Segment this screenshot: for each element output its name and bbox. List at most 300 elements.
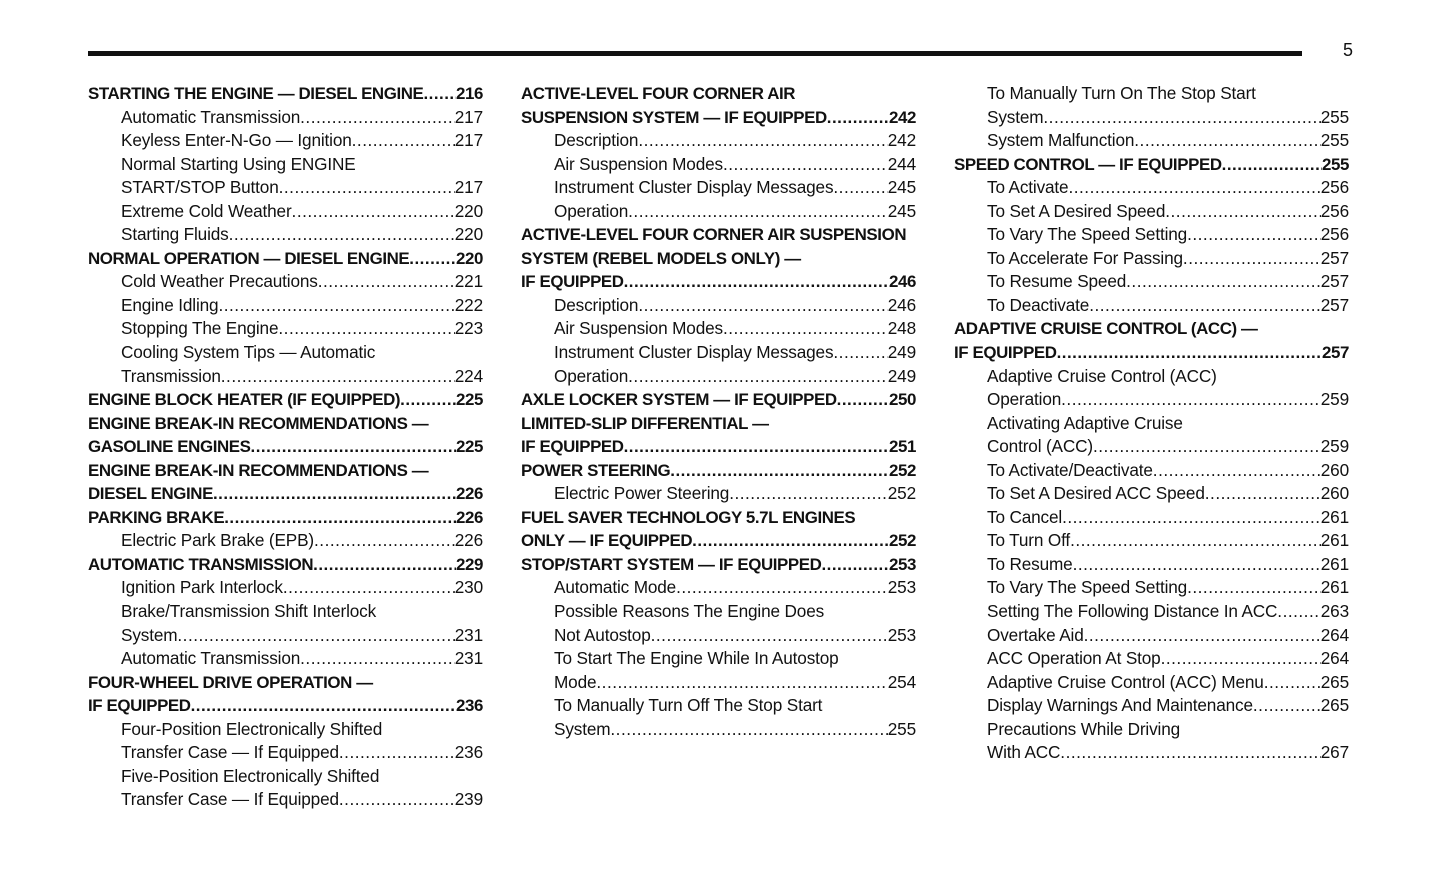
toc-page-number: 253 <box>889 554 916 574</box>
toc-page-number: 220 <box>454 224 483 245</box>
toc-subentry[interactable] <box>88 294 483 318</box>
toc-entry-line <box>521 459 916 483</box>
dot-leader <box>292 200 455 224</box>
toc-subentry[interactable] <box>954 412 1349 459</box>
toc-entry-line <box>954 412 1349 436</box>
toc-entry-line <box>521 671 916 695</box>
toc-subentry[interactable] <box>954 576 1349 600</box>
toc-entry-title: Five-Position Electronically Shifted <box>121 765 380 786</box>
toc-subentry[interactable] <box>521 576 916 600</box>
toc-page-number: 236 <box>454 742 483 763</box>
toc-entry-title: Activating Adaptive Cruise <box>987 412 1183 433</box>
toc-subentry[interactable] <box>954 459 1349 483</box>
toc-entry-title: AXLE LOCKER SYSTEM — IF EQUIPPED <box>521 390 837 410</box>
toc-entry-title: Transfer Case — If Equipped <box>121 742 339 763</box>
toc-subentry[interactable] <box>88 153 483 200</box>
toc-page-number: 252 <box>889 460 916 480</box>
dot-leader <box>1205 482 1321 506</box>
dot-leader <box>218 294 454 318</box>
toc-entry-title: System <box>554 718 611 739</box>
toc-entry-title: To Activate/Deactivate <box>987 459 1153 480</box>
toc-entry-title: Description <box>554 294 639 315</box>
dot-leader <box>833 176 887 200</box>
dot-leader <box>409 247 456 271</box>
toc-entry-line <box>521 553 916 577</box>
toc-section-entry[interactable] <box>88 388 483 412</box>
toc-entry-title: Cooling System Tips — Automatic <box>121 342 376 363</box>
toc-page-number: 249 <box>887 365 916 386</box>
toc-entry-line <box>954 223 1349 247</box>
toc-entry-title: Electric Power Steering <box>554 483 730 504</box>
toc-page-number: 224 <box>454 365 483 386</box>
toc-section-entry[interactable] <box>88 82 483 106</box>
toc-entry-title: Possible Reasons The Engine Does <box>554 601 825 622</box>
toc-entry-line <box>88 270 483 294</box>
toc-entry-title: ENGINE BREAK-IN RECOMMENDATIONS — <box>88 460 429 480</box>
toc-subentry[interactable] <box>954 529 1349 553</box>
toc-subentry[interactable] <box>521 176 916 200</box>
toc-entry-line <box>521 129 916 153</box>
toc-entry-title: ACTIVE-LEVEL FOUR CORNER AIR <box>521 84 796 103</box>
toc-section-entry[interactable] <box>521 412 916 459</box>
toc-entry-line <box>88 223 483 247</box>
toc-page-number: 263 <box>1320 601 1349 622</box>
dot-leader <box>628 200 888 224</box>
dot-leader <box>1264 671 1321 695</box>
toc-entry-line <box>88 765 483 789</box>
dot-leader <box>1057 341 1322 365</box>
toc-subentry[interactable] <box>954 647 1349 671</box>
toc-entry-title: To Activate <box>987 177 1069 198</box>
toc-entry-title: Automatic Transmission <box>121 648 301 669</box>
toc-entry-title: DIESEL ENGINE <box>88 484 213 504</box>
toc-section-entry[interactable] <box>954 153 1349 177</box>
toc-entry-line <box>521 200 916 224</box>
toc-column-2 <box>521 82 916 741</box>
toc-section-entry[interactable] <box>88 247 483 271</box>
toc-subentry[interactable] <box>954 506 1349 530</box>
toc-subentry[interactable] <box>88 647 483 671</box>
toc-section-entry[interactable] <box>88 459 483 506</box>
toc-subentry[interactable] <box>521 129 916 153</box>
toc-page-number: 236 <box>456 696 483 716</box>
toc-entry-line <box>521 341 916 365</box>
toc-entry-line <box>954 270 1349 294</box>
toc-entry-line <box>954 647 1349 671</box>
toc-entry-title: Stopping The Engine <box>121 318 279 339</box>
toc-page-number: 217 <box>454 106 483 127</box>
toc-page-number: 226 <box>456 484 483 504</box>
toc-entry-line <box>88 671 483 695</box>
dot-leader <box>213 482 456 506</box>
toc-entry-title: Extreme Cold Weather <box>121 200 292 221</box>
toc-entry-line <box>521 317 916 341</box>
dot-leader <box>318 270 455 294</box>
toc-entry-title: To Deactivate <box>987 294 1090 315</box>
dot-leader <box>279 176 455 200</box>
toc-entry-title: Display Warnings And Maintenance <box>987 695 1253 716</box>
toc-page-number: 253 <box>887 624 916 645</box>
dot-leader <box>1073 553 1321 577</box>
dot-leader <box>1187 576 1321 600</box>
toc-page-number: 261 <box>1320 530 1349 551</box>
dot-leader <box>191 694 456 718</box>
toc-entry-title: ENGINE BLOCK HEATER (IF EQUIPPED) <box>88 390 401 410</box>
toc-entry-title: Setting The Following Distance In ACC <box>987 601 1278 622</box>
dot-leader <box>352 129 455 153</box>
toc-entry-title: Automatic Mode <box>554 577 677 598</box>
toc-page-number: 257 <box>1322 343 1349 363</box>
dot-leader <box>300 106 455 130</box>
toc-section-entry[interactable] <box>521 459 916 483</box>
dot-leader <box>1253 694 1321 718</box>
toc-entry-line <box>88 176 483 200</box>
toc-subentry[interactable] <box>88 223 483 247</box>
toc-entry-line <box>521 82 916 106</box>
toc-entry-title: With ACC <box>987 742 1061 763</box>
toc-page-number: 255 <box>1320 106 1349 127</box>
toc-page-number: 265 <box>1320 671 1349 692</box>
toc-entry-line <box>88 647 483 671</box>
toc-entry-line <box>954 553 1349 577</box>
toc-entry-title: FOUR-WHEEL DRIVE OPERATION — <box>88 672 373 692</box>
toc-page-number: 261 <box>1320 506 1349 527</box>
dot-leader <box>283 576 455 600</box>
dot-leader <box>1222 153 1322 177</box>
toc-page-number: 260 <box>1320 459 1349 480</box>
toc-entry-title: Adaptive Cruise Control (ACC) <box>987 365 1217 386</box>
toc-section-entry[interactable] <box>521 553 916 577</box>
toc-entry-line <box>88 553 483 577</box>
toc-page-number: 261 <box>1320 553 1349 574</box>
toc-entry-line <box>954 741 1349 765</box>
toc-page-number: 259 <box>1320 436 1349 457</box>
toc-entry-line <box>954 82 1349 106</box>
toc-section-entry[interactable] <box>521 82 916 129</box>
toc-entry-title: IF EQUIPPED <box>954 343 1057 363</box>
toc-entry-line <box>88 506 483 530</box>
toc-subentry[interactable] <box>521 153 916 177</box>
toc-entry-title: Ignition Park Interlock <box>121 577 283 598</box>
toc-page-number: 255 <box>887 718 916 739</box>
toc-entry-line <box>521 270 916 294</box>
toc-entry-line <box>954 129 1349 153</box>
toc-page-number: 267 <box>1320 742 1349 763</box>
toc-subentry[interactable] <box>954 223 1349 247</box>
toc-entry-line <box>88 459 483 483</box>
dot-leader <box>610 718 887 742</box>
toc-entry-line <box>954 388 1349 412</box>
toc-entry-line <box>954 671 1349 695</box>
toc-entry-line <box>954 176 1349 200</box>
toc-entry-title: Starting Fluids <box>121 224 229 245</box>
toc-section-entry[interactable] <box>88 412 483 459</box>
toc-page-number: 231 <box>454 648 483 669</box>
toc-entry-title: AUTOMATIC TRANSMISSION <box>88 554 314 574</box>
toc-subentry[interactable] <box>521 647 916 694</box>
dot-leader <box>833 341 887 365</box>
toc-entry-title: ONLY — IF EQUIPPED <box>521 531 693 551</box>
dot-leader <box>1183 247 1321 271</box>
toc-subentry[interactable] <box>521 694 916 741</box>
dot-leader <box>628 365 888 389</box>
toc-entry-line <box>521 506 916 530</box>
toc-entry-line <box>88 529 483 553</box>
toc-subentry[interactable] <box>954 294 1349 318</box>
toc-subentry[interactable] <box>88 317 483 341</box>
toc-page-number: 226 <box>454 530 483 551</box>
toc-page-number: 246 <box>887 294 916 315</box>
toc-page-number: 265 <box>1320 695 1349 716</box>
toc-subentry[interactable] <box>521 200 916 224</box>
toc-section-entry[interactable] <box>88 671 483 718</box>
toc-entry-title: To Start The Engine While In Autostop <box>554 648 839 669</box>
page-number: 5 <box>1343 40 1354 60</box>
toc-page-number: 256 <box>1320 200 1349 221</box>
toc-entry-line <box>88 317 483 341</box>
dot-leader <box>1277 600 1320 624</box>
toc-subentry[interactable] <box>521 294 916 318</box>
toc-page-number: 221 <box>454 271 483 292</box>
dot-leader <box>638 129 887 153</box>
toc-entry-line <box>521 718 916 742</box>
toc-page-number: 250 <box>889 390 916 410</box>
toc-subentry[interactable] <box>521 317 916 341</box>
toc-page-number: 256 <box>1320 224 1349 245</box>
dot-leader <box>1060 741 1320 765</box>
toc-entry-title: Engine Idling <box>121 294 219 315</box>
toc-entry-line <box>954 365 1349 389</box>
toc-page-number: 253 <box>887 577 916 598</box>
toc-entry-title: IF EQUIPPED <box>521 437 624 457</box>
toc-subentry[interactable] <box>521 600 916 647</box>
toc-page-number: 244 <box>887 153 916 174</box>
toc-entry-line <box>954 153 1349 177</box>
toc-page-number: 220 <box>456 248 483 268</box>
toc-entry-title: Transfer Case — If Equipped <box>121 789 339 810</box>
toc-page-number: 264 <box>1320 624 1349 645</box>
toc-entry-line <box>954 482 1349 506</box>
toc-section-entry[interactable] <box>88 553 483 577</box>
toc-entry-line <box>954 341 1349 365</box>
dot-leader <box>1043 106 1320 130</box>
toc-entry-title: Instrument Cluster Display Messages <box>554 342 834 363</box>
toc-entry-line <box>88 129 483 153</box>
toc-subentry[interactable] <box>88 270 483 294</box>
toc-page-number: 255 <box>1322 154 1349 174</box>
dot-leader <box>300 647 455 671</box>
toc-entry-title: LIMITED-SLIP DIFFERENTIAL — <box>521 413 769 433</box>
toc-entry-title: Mode <box>554 671 597 692</box>
toc-subentry[interactable] <box>954 482 1349 506</box>
toc-entry-line <box>954 624 1349 648</box>
dot-leader <box>1153 459 1321 483</box>
toc-entry-line <box>954 459 1349 483</box>
toc-page-number: 257 <box>1320 247 1349 268</box>
toc-entry-title: ACC Operation At Stop <box>987 648 1161 669</box>
toc-subentry[interactable] <box>88 341 483 388</box>
toc-section-entry[interactable] <box>521 506 916 553</box>
toc-section-entry[interactable] <box>521 388 916 412</box>
toc-page-number: 260 <box>1320 483 1349 504</box>
toc-entry-title: ADAPTIVE CRUISE CONTROL (ACC) — <box>954 319 1258 339</box>
toc-subentry[interactable] <box>521 365 916 389</box>
toc-subentry[interactable] <box>88 200 483 224</box>
toc-entry-title: Overtake Aid <box>987 624 1084 645</box>
toc-entry-title: SPEED CONTROL — IF EQUIPPED <box>954 154 1222 174</box>
toc-entry-title: To Set A Desired Speed <box>987 200 1166 221</box>
toc-section-entry[interactable] <box>88 506 483 530</box>
toc-entry-title: Cold Weather Precautions <box>121 271 318 292</box>
toc-entry-title: System Malfunction <box>987 130 1135 151</box>
toc-subentry[interactable] <box>521 482 916 506</box>
toc-page-number: 225 <box>456 390 483 410</box>
toc-entry-title: Air Suspension Modes <box>554 153 723 174</box>
toc-entry-title: Automatic Transmission <box>121 106 301 127</box>
toc-entry-line <box>88 106 483 130</box>
toc-entry-title: Operation <box>554 365 629 386</box>
dot-leader <box>229 223 455 247</box>
dot-leader <box>670 459 889 483</box>
toc-entry-title: To Set A Desired ACC Speed <box>987 483 1205 504</box>
toc-entry-title: SUSPENSION SYSTEM — IF EQUIPPED <box>521 107 827 127</box>
toc-entry-line <box>521 529 916 553</box>
dot-leader <box>729 482 888 506</box>
toc-page-number: 264 <box>1320 648 1349 669</box>
toc-page-number: 216 <box>456 84 483 103</box>
dot-leader <box>251 435 456 459</box>
toc-section-entry[interactable] <box>521 223 916 294</box>
toc-entry-line <box>88 624 483 648</box>
toc-subentry[interactable] <box>88 765 483 812</box>
toc-subentry[interactable] <box>954 600 1349 624</box>
dot-leader <box>221 365 455 389</box>
toc-page-number: 229 <box>456 554 483 574</box>
toc-entry-line <box>954 694 1349 718</box>
toc-subentry[interactable] <box>954 671 1349 695</box>
dot-leader <box>313 553 456 577</box>
toc-subentry[interactable] <box>88 529 483 553</box>
toc-subentry[interactable] <box>954 694 1349 718</box>
toc-entry-line <box>521 294 916 318</box>
toc-page-number: 255 <box>1320 130 1349 151</box>
toc-subentry[interactable] <box>88 718 483 765</box>
toc-entry-title: FUEL SAVER TECHNOLOGY 5.7L ENGINES <box>521 507 856 527</box>
toc-entry-line <box>88 718 483 742</box>
toc-page-number: 220 <box>454 200 483 221</box>
toc-entry-title: To Accelerate For Passing <box>987 247 1183 268</box>
toc-entry-title: GASOLINE ENGINES <box>88 437 251 457</box>
toc-entry-title: Transmission <box>121 365 221 386</box>
toc-subentry[interactable] <box>954 553 1349 577</box>
toc-entry-line <box>954 106 1349 130</box>
toc-entry-line <box>521 223 916 247</box>
toc-subentry[interactable] <box>521 341 916 365</box>
toc-entry-line <box>521 435 916 459</box>
toc-entry-line <box>521 694 916 718</box>
toc-section-entry[interactable] <box>954 317 1349 364</box>
toc-subentry[interactable] <box>954 129 1349 153</box>
toc-entry-title: IF EQUIPPED <box>88 696 191 716</box>
toc-page-number: 252 <box>889 531 916 551</box>
dot-leader <box>1070 529 1321 553</box>
toc-entry-title: IF EQUIPPED <box>521 272 624 292</box>
toc-page-number: 245 <box>887 177 916 198</box>
dot-leader <box>1061 388 1321 412</box>
toc-entry-line <box>88 600 483 624</box>
toc-page-number: 257 <box>1320 294 1349 315</box>
toc-subentry[interactable] <box>88 129 483 153</box>
dot-leader <box>339 741 455 765</box>
toc-page-number: 225 <box>456 437 483 457</box>
header-rule <box>88 51 1302 56</box>
toc-page-number: 251 <box>889 437 916 457</box>
toc-page-number: 252 <box>887 483 916 504</box>
toc-entry-title: To Turn Off <box>987 530 1071 551</box>
toc-entry-line <box>88 388 483 412</box>
toc-entry-line <box>521 482 916 506</box>
toc-subentry[interactable] <box>88 576 483 600</box>
toc-page-number: 246 <box>889 272 916 292</box>
toc-page-number: 245 <box>887 200 916 221</box>
dot-leader <box>1089 294 1321 318</box>
toc-page-number: 242 <box>889 107 916 127</box>
toc-page-number: 226 <box>456 507 483 527</box>
dot-leader <box>339 788 455 812</box>
toc-entry-line <box>954 576 1349 600</box>
toc-subentry[interactable] <box>954 624 1349 648</box>
toc-entry-line <box>954 247 1349 271</box>
toc-entry-line <box>521 247 916 271</box>
toc-subentry[interactable] <box>954 365 1349 412</box>
toc-entry-line <box>88 412 483 436</box>
toc-entry-title: Brake/Transmission Shift Interlock <box>121 601 377 622</box>
toc-entry-title: Control (ACC) <box>987 436 1093 457</box>
dot-leader <box>278 317 454 341</box>
toc-entry-line <box>88 247 483 271</box>
toc-subentry[interactable] <box>954 270 1349 294</box>
dot-leader <box>177 624 454 648</box>
toc-entry-line <box>521 624 916 648</box>
toc-subentry[interactable] <box>88 600 483 647</box>
dot-leader <box>692 529 889 553</box>
toc-subentry[interactable] <box>954 200 1349 224</box>
toc-subentry[interactable] <box>954 176 1349 200</box>
toc-page-number: 231 <box>454 624 483 645</box>
toc-page-number: 217 <box>454 177 483 198</box>
dot-leader <box>1126 270 1321 294</box>
toc-subentry[interactable] <box>954 718 1349 765</box>
toc-subentry[interactable] <box>88 106 483 130</box>
toc-entry-title: To Manually Turn Off The Stop Start <box>554 695 823 716</box>
toc-entry-title: ENGINE BREAK-IN RECOMMENDATIONS — <box>88 413 429 433</box>
dot-leader <box>821 553 889 577</box>
dot-leader <box>1187 223 1321 247</box>
toc-subentry[interactable] <box>954 247 1349 271</box>
dot-leader <box>400 388 456 412</box>
toc-page-number: 254 <box>887 671 916 692</box>
toc-page-number: 230 <box>454 577 483 598</box>
toc-entry-title: Instrument Cluster Display Messages <box>554 177 834 198</box>
toc-entry-title: Precautions While Driving <box>987 718 1181 739</box>
toc-page-number: 223 <box>454 318 483 339</box>
toc-entry-title: STARTING THE ENGINE — DIESEL ENGINE <box>88 84 424 103</box>
toc-entry-line <box>88 82 483 106</box>
toc-subentry[interactable] <box>954 82 1349 129</box>
toc-page-number: 256 <box>1320 177 1349 198</box>
toc-page-number: 217 <box>454 130 483 151</box>
toc-entry-title: System <box>121 624 178 645</box>
